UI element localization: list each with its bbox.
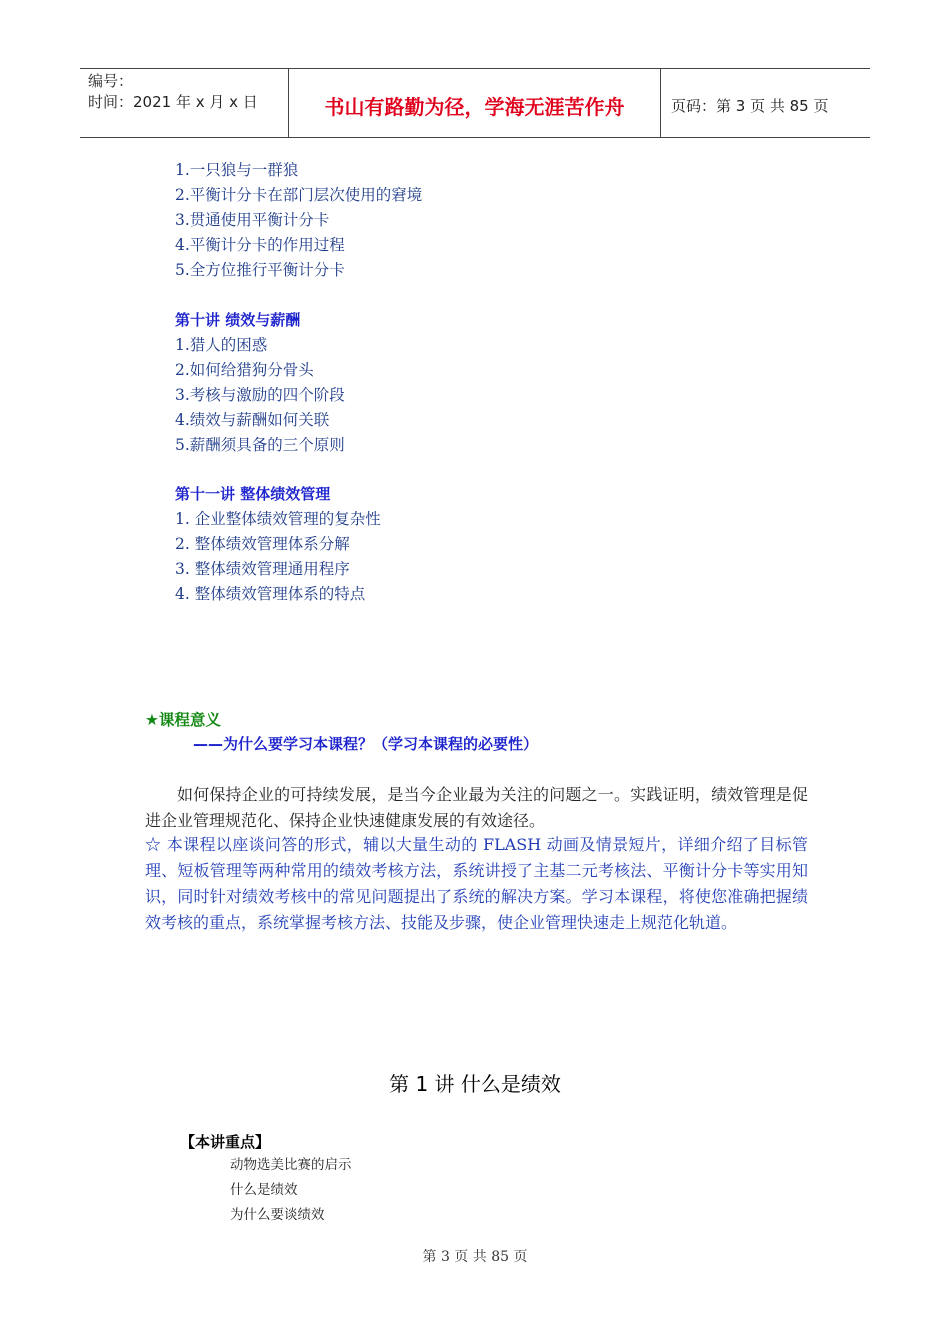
key-points-title: 【本讲重点】 bbox=[180, 1133, 271, 1151]
toc-item: 3.考核与激励的四个阶段 bbox=[175, 386, 345, 404]
toc-item: 2.平衡计分卡在部门层次使用的窘境 bbox=[175, 186, 423, 204]
toc-item: 5.薪酬须具备的三个原则 bbox=[175, 436, 345, 454]
key-points-list bbox=[230, 1153, 352, 1228]
chapter-title: 第 1 讲 什么是绩效 bbox=[389, 1072, 561, 1096]
lecture10-section bbox=[175, 308, 345, 458]
toc-item: 2. 整体绩效管理体系分解 bbox=[175, 535, 350, 553]
toc-top-list bbox=[175, 158, 422, 283]
page-header bbox=[80, 68, 870, 138]
toc-item: 2.如何给猎狗分骨头 bbox=[175, 361, 314, 379]
header-page-label: 页码：第 3 页 共 85 页 bbox=[671, 96, 829, 115]
document-number-label: 编号： bbox=[88, 72, 134, 90]
significance-paragraph-1: 如何保持企业的可持续发展，是当今企业最为关注的问题之一。实践证明，绩效管理是促进企业管理规范化、保持企业快速健康发展的有效途径。 bbox=[145, 785, 808, 830]
lecture11-section bbox=[175, 482, 381, 607]
toc-item: 1.猎人的困惑 bbox=[175, 336, 268, 354]
significance-paragraph-2: ☆ 本课程以座谈问答的形式，辅以大量生动的 FLASH 动画及情景短片，详细介绍了目标管理、短板管理等两种常用的绩效考核方法，系统讲授了主基二元考核法、平衡计分卡等实用知识，同时针对绩效考核中的常见问题提出了系统的解决方案。学习本课程，将使您准确把握绩效考核的重点，系统掌握考核方法、技能及步骤，使企业管理快速走上规范化轨道。 bbox=[145, 835, 808, 932]
toc-item: 3.贯通使用平衡计分卡 bbox=[175, 211, 330, 229]
lecture11-title: 第十一讲 整体绩效管理 bbox=[175, 485, 331, 503]
key-point-item: 什么是绩效 bbox=[230, 1182, 298, 1198]
toc-item: 4. 整体绩效管理体系的特点 bbox=[175, 585, 366, 603]
header-motto: 书山有路勤为径，学海无涯苦作舟 bbox=[289, 69, 661, 137]
header-info bbox=[80, 69, 289, 137]
page-footer: 第 3 页 共 85 页 bbox=[422, 1249, 528, 1265]
toc-item: 5.全方位推行平衡计分卡 bbox=[175, 261, 345, 279]
key-point-item: 动物选美比赛的启示 bbox=[230, 1157, 352, 1173]
document-date-label: 时间：2021 年 x 月 x 日 bbox=[88, 93, 258, 111]
lecture10-title: 第十讲 绩效与薪酬 bbox=[175, 311, 301, 329]
toc-item: 4.绩效与薪酬如何关联 bbox=[175, 411, 330, 429]
toc-item: 3. 整体绩效管理通用程序 bbox=[175, 560, 350, 578]
key-point-item: 为什么要谈绩效 bbox=[230, 1207, 325, 1223]
toc-item: 1.一只狼与一群狼 bbox=[175, 161, 299, 179]
toc-item: 1. 企业整体绩效管理的复杂性 bbox=[175, 510, 381, 528]
significance-subtitle: ——为什么要学习本课程？（学习本课程的必要性） bbox=[193, 735, 539, 753]
toc-item: 4.平衡计分卡的作用过程 bbox=[175, 236, 345, 254]
significance-title: ★课程意义 bbox=[145, 711, 221, 729]
